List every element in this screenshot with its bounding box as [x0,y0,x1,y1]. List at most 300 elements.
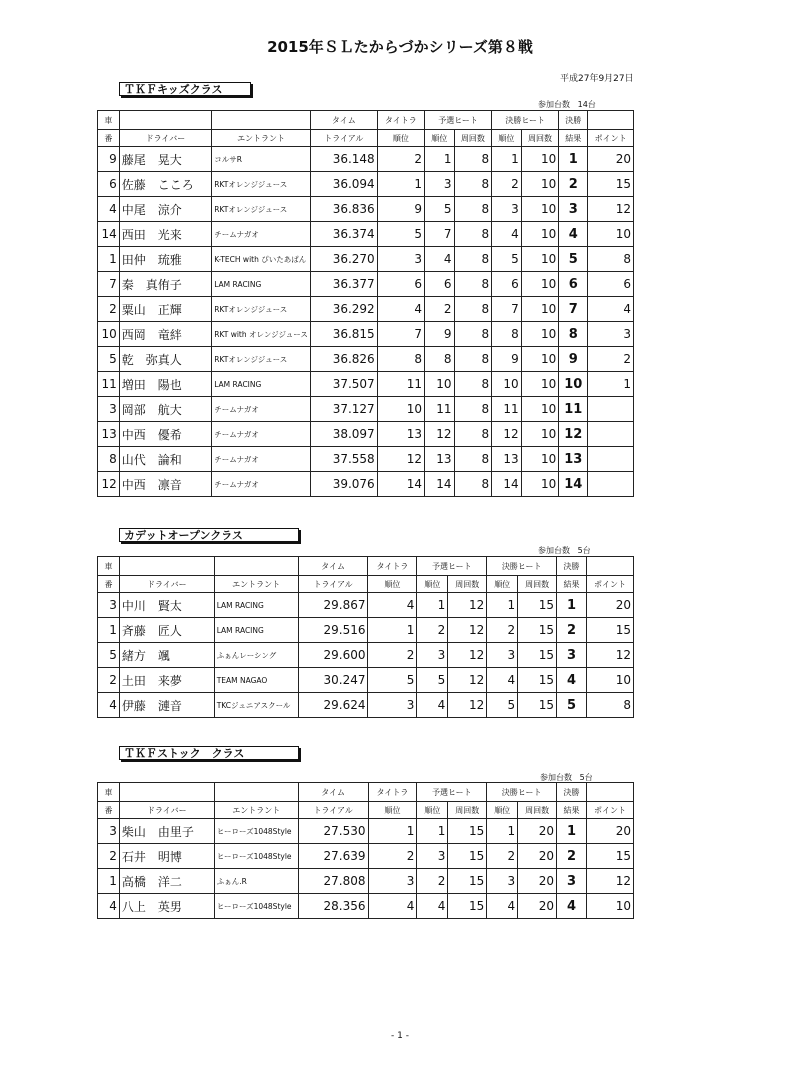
heat-position: 5 [424,197,454,222]
trial-position: 4 [377,297,424,322]
header-points: ポイント [588,130,634,147]
table-row [98,844,634,869]
driver-name: 中西 優希 [119,422,211,447]
header-time-trial-pos: 順位 [368,802,417,819]
final-laps: 10 [521,297,559,322]
trial-position: 1 [368,618,417,643]
points: 12 [587,643,634,668]
header-blank [214,783,298,802]
header-blank [212,111,311,130]
final-result: 8 [559,322,588,347]
trial-time: 29.867 [298,593,368,618]
final-position: 14 [492,472,522,497]
driver-name: 増田 陽也 [119,372,211,397]
entrant-name: RKTオレンジジュース [212,172,311,197]
heat-laps: 12 [448,618,487,643]
entrant-name: TEAM NAGAO [214,668,298,693]
header-final: 決勝ヒート [492,111,559,130]
header-final: 決勝ヒート [487,783,557,802]
trial-time: 29.516 [298,618,368,643]
final-result: 1 [557,593,587,618]
heat-position: 2 [417,869,448,894]
car-number: 1 [98,247,120,272]
points: 15 [588,172,634,197]
points: 12 [588,197,634,222]
final-position: 10 [492,372,522,397]
entrant-name: ふぁんレーシング [214,643,298,668]
heat-laps: 8 [454,222,492,247]
header-blank [119,557,214,576]
points: 1 [588,372,634,397]
heat-position: 10 [424,372,454,397]
points: 8 [587,693,634,718]
trial-time: 36.836 [310,197,377,222]
header-time-trial: タイトラ [368,783,417,802]
trial-time: 27.530 [298,819,368,844]
final-position: 5 [492,247,522,272]
header-row [98,802,634,819]
final-result: 1 [557,819,587,844]
heat-laps: 15 [448,894,487,919]
header-blank [588,111,634,130]
header-result: 決勝 [559,111,588,130]
table-row [98,668,634,693]
table-row [98,472,634,497]
entrant-name: ヒーローズ1048Style [214,894,298,919]
heat-laps: 8 [454,272,492,297]
header-points: ポイント [586,802,633,819]
header-car-no: 番 [98,576,120,593]
points [588,472,634,497]
entrant-name: チームナガオ [212,422,311,447]
points: 8 [588,247,634,272]
trial-position: 12 [377,447,424,472]
trial-time: 36.292 [310,297,377,322]
heat-position: 5 [417,668,448,693]
final-position: 2 [492,172,522,197]
final-laps: 20 [518,819,557,844]
header-blank [587,557,634,576]
final-position: 2 [487,618,518,643]
final-laps: 10 [521,397,559,422]
header-final: 決勝ヒート [487,557,557,576]
header-time: トライアル [298,576,368,593]
driver-name: 高橋 洋二 [119,869,214,894]
page-number: - 1 - [391,1031,409,1041]
heat-laps: 15 [448,869,487,894]
final-result: 9 [559,347,588,372]
class-label-stock: ＴＫＦストック クラス [119,746,299,760]
final-result: 13 [559,447,588,472]
trial-position: 3 [368,869,417,894]
table-row [98,222,634,247]
trial-time: 37.127 [310,397,377,422]
points: 15 [586,844,633,869]
header-entrant: エントラント [214,576,298,593]
car-number: 3 [98,593,120,618]
table-row [98,172,634,197]
heat-position: 1 [417,819,448,844]
header-result: 結果 [557,576,587,593]
header-final-laps: 周回数 [521,130,559,147]
driver-name: 伊藤 漣音 [119,693,214,718]
header-heat-pos: 順位 [417,576,448,593]
heat-position: 4 [417,894,448,919]
results-table-cadet [97,556,634,718]
header-time: タイム [298,557,368,576]
final-laps: 10 [521,172,559,197]
final-laps: 10 [521,422,559,447]
table-row [98,272,634,297]
results-table-kids [97,110,634,497]
points: 15 [587,618,634,643]
entries-stock: 参加台数 5台 [540,773,593,782]
heat-position: 8 [424,347,454,372]
table-row [98,618,634,643]
entrant-name: TKCジュニアスクール [214,693,298,718]
header-final-pos: 順位 [487,802,518,819]
final-result: 10 [559,372,588,397]
table-row [98,297,634,322]
header-final-pos: 順位 [487,576,518,593]
car-number: 1 [98,869,120,894]
car-number: 4 [98,197,120,222]
driver-name: 緒方 颯 [119,643,214,668]
driver-name: 藤尾 晃大 [119,147,211,172]
header-result: 決勝 [557,557,587,576]
trial-position: 2 [377,147,424,172]
points: 2 [588,347,634,372]
header-car-no: 番 [98,802,120,819]
heat-position: 3 [424,172,454,197]
final-position: 4 [492,222,522,247]
car-number: 12 [98,472,120,497]
car-number: 4 [98,693,120,718]
driver-name: 中川 賢太 [119,593,214,618]
trial-time: 36.094 [310,172,377,197]
final-laps: 10 [521,197,559,222]
heat-laps: 8 [454,197,492,222]
header-row [98,557,634,576]
header-driver: ドライバー [119,130,211,147]
trial-position: 1 [368,819,417,844]
trial-time: 30.247 [298,668,368,693]
entrant-name: チームナガオ [212,222,311,247]
car-number: 8 [98,447,120,472]
trial-time: 29.600 [298,643,368,668]
car-number: 2 [98,844,120,869]
final-result: 3 [557,869,587,894]
car-number: 4 [98,894,120,919]
event-date: 平成27年9月27日 [560,74,634,84]
header-car-no: 番 [98,130,120,147]
heat-laps: 8 [454,472,492,497]
final-position: 1 [487,593,518,618]
driver-name: 柴山 由里子 [119,819,214,844]
heat-laps: 8 [454,247,492,272]
entrant-name: ヒーローズ1048Style [214,844,298,869]
header-car-no: 車 [98,557,120,576]
entrant-name: コルサR [212,147,311,172]
heat-laps: 8 [454,322,492,347]
final-laps: 10 [521,372,559,397]
heat-position: 14 [424,472,454,497]
entrant-name: チームナガオ [212,472,311,497]
driver-name: 石井 明博 [119,844,214,869]
heat-position: 12 [424,422,454,447]
car-number: 9 [98,147,120,172]
final-result: 2 [559,172,588,197]
heat-position: 4 [417,693,448,718]
header-blank [119,111,211,130]
table-row [98,147,634,172]
points: 10 [588,222,634,247]
final-result: 14 [559,472,588,497]
table-row [98,422,634,447]
header-result: 結果 [557,802,587,819]
trial-position: 10 [377,397,424,422]
final-position: 11 [492,397,522,422]
final-result: 2 [557,844,587,869]
driver-name: 粟山 正輝 [119,297,211,322]
final-position: 7 [492,297,522,322]
points [588,447,634,472]
car-number: 5 [98,643,120,668]
header-time: タイム [298,783,368,802]
final-laps: 15 [518,643,557,668]
entrant-name: チームナガオ [212,447,311,472]
final-position: 4 [487,668,518,693]
trial-time: 39.076 [310,472,377,497]
final-result: 11 [559,397,588,422]
heat-position: 4 [424,247,454,272]
heat-position: 11 [424,397,454,422]
heat-laps: 8 [454,397,492,422]
car-number: 10 [98,322,120,347]
final-position: 3 [492,197,522,222]
trial-position: 5 [377,222,424,247]
trial-position: 3 [368,693,417,718]
trial-time: 28.356 [298,894,368,919]
header-driver: ドライバー [119,802,214,819]
trial-time: 36.374 [310,222,377,247]
table-row [98,322,634,347]
table-row [98,372,634,397]
header-final-laps: 周回数 [518,802,557,819]
final-result: 3 [557,643,587,668]
entrant-name: LAM RACING [212,272,311,297]
driver-name: 岡部 航大 [119,397,211,422]
final-position: 3 [487,643,518,668]
car-number: 2 [98,668,120,693]
class-label-cadet: カデットオープンクラス [119,528,299,542]
final-laps: 15 [518,668,557,693]
header-heat-pos: 順位 [417,802,448,819]
header-row [98,111,634,130]
entrant-name: RKTオレンジジュース [212,347,311,372]
header-heat: 予選ヒート [417,783,487,802]
driver-name: 山代 論和 [119,447,211,472]
final-result: 7 [559,297,588,322]
driver-name: 土田 来夢 [119,668,214,693]
final-position: 2 [487,844,518,869]
final-laps: 20 [518,869,557,894]
table-row [98,447,634,472]
entrant-name: LAM RACING [214,593,298,618]
heat-laps: 12 [448,668,487,693]
header-heat-laps: 周回数 [454,130,492,147]
entrant-name: ヒーローズ1048Style [214,819,298,844]
results-table-stock [97,782,634,919]
final-laps: 10 [521,247,559,272]
heat-laps: 8 [454,347,492,372]
table-row [98,197,634,222]
final-position: 3 [487,869,518,894]
header-row [98,783,634,802]
final-laps: 10 [521,147,559,172]
final-laps: 20 [518,894,557,919]
table-row [98,347,634,372]
heat-laps: 8 [454,372,492,397]
final-result: 5 [557,693,587,718]
header-car-no: 車 [98,111,120,130]
header-time-trial: タイトラ [368,557,417,576]
header-row [98,130,634,147]
header-result: 結果 [559,130,588,147]
final-position: 1 [487,819,518,844]
final-result: 4 [559,222,588,247]
heat-position: 3 [417,844,448,869]
trial-position: 4 [368,593,417,618]
final-laps: 10 [521,447,559,472]
trial-position: 4 [368,894,417,919]
heat-position: 1 [417,593,448,618]
trial-time: 36.148 [310,147,377,172]
header-time: トライアル [298,802,368,819]
final-position: 6 [492,272,522,297]
header-heat-laps: 周回数 [448,576,487,593]
final-laps: 10 [521,222,559,247]
header-points: ポイント [587,576,634,593]
final-result: 4 [557,668,587,693]
heat-laps: 12 [448,693,487,718]
car-number: 14 [98,222,120,247]
heat-position: 13 [424,447,454,472]
heat-laps: 8 [454,447,492,472]
entrant-name: チームナガオ [212,397,311,422]
points: 20 [587,593,634,618]
car-number: 6 [98,172,120,197]
heat-position: 7 [424,222,454,247]
final-result: 6 [559,272,588,297]
final-position: 5 [487,693,518,718]
driver-name: 西田 光来 [119,222,211,247]
trial-time: 36.270 [310,247,377,272]
final-laps: 20 [518,844,557,869]
trial-position: 2 [368,643,417,668]
table-row [98,693,634,718]
points: 4 [588,297,634,322]
final-laps: 10 [521,472,559,497]
final-result: 5 [559,247,588,272]
final-position: 4 [487,894,518,919]
heat-laps: 15 [448,819,487,844]
trial-position: 8 [377,347,424,372]
trial-position: 13 [377,422,424,447]
heat-position: 9 [424,322,454,347]
header-final-laps: 周回数 [518,576,557,593]
driver-name: 佐藤 こころ [119,172,211,197]
driver-name: 西岡 竜絆 [119,322,211,347]
trial-position: 5 [368,668,417,693]
heat-position: 2 [424,297,454,322]
table-row [98,819,634,844]
driver-name: 乾 弥真人 [119,347,211,372]
heat-laps: 8 [454,172,492,197]
points: 10 [587,668,634,693]
heat-laps: 8 [454,147,492,172]
final-result: 2 [557,618,587,643]
entrant-name: RKT with オレンジジュース [212,322,311,347]
final-result: 12 [559,422,588,447]
driver-name: 中西 凛音 [119,472,211,497]
header-entrant: エントラント [212,130,311,147]
trial-time: 37.507 [310,372,377,397]
points: 10 [586,894,633,919]
points: 12 [586,869,633,894]
header-entrant: エントラント [214,802,298,819]
header-time-trial: タイトラ [377,111,424,130]
final-laps: 15 [518,618,557,643]
final-position: 8 [492,322,522,347]
final-laps: 10 [521,347,559,372]
final-laps: 15 [518,693,557,718]
table-row [98,397,634,422]
points: 6 [588,272,634,297]
driver-name: 中尾 涼介 [119,197,211,222]
table-row [98,894,634,919]
heat-laps: 15 [448,844,487,869]
trial-position: 3 [377,247,424,272]
header-heat-pos: 順位 [424,130,454,147]
header-blank [586,783,633,802]
trial-time: 27.639 [298,844,368,869]
trial-position: 6 [377,272,424,297]
points: 3 [588,322,634,347]
entrant-name: RKTオレンジジュース [212,197,311,222]
driver-name: 秦 真侑子 [119,272,211,297]
driver-name: 田仲 琉雅 [119,247,211,272]
trial-position: 11 [377,372,424,397]
final-result: 1 [559,147,588,172]
final-position: 13 [492,447,522,472]
entrant-name: LAM RACING [214,618,298,643]
final-result: 3 [559,197,588,222]
header-time-trial-pos: 順位 [377,130,424,147]
header-time-trial-pos: 順位 [368,576,417,593]
final-position: 9 [492,347,522,372]
trial-time: 36.815 [310,322,377,347]
trial-position: 9 [377,197,424,222]
heat-position: 1 [424,147,454,172]
trial-position: 2 [368,844,417,869]
car-number: 1 [98,618,120,643]
table-row [98,869,634,894]
entries-kids: 参加台数 14台 [538,100,596,109]
heat-laps: 8 [454,297,492,322]
header-heat-laps: 周回数 [448,802,487,819]
final-position: 12 [492,422,522,447]
